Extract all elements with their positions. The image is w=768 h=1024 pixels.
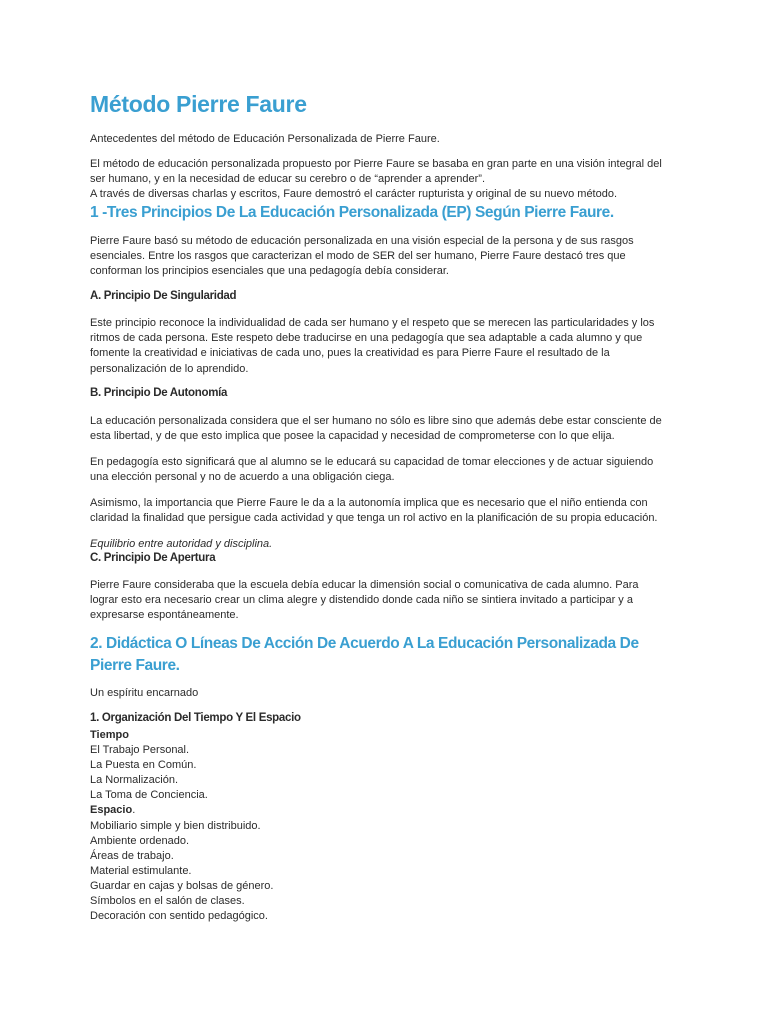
espacio-row (90, 803, 273, 818)
espacio-suffix: . (132, 804, 136, 817)
heading-line: 2. Didáctica O Líneas De Acción De Acuerdo A La Educación Personalizada De (90, 635, 639, 652)
principle-b-heading: B. Principio De Autonomía (90, 387, 228, 399)
text-line: En pedagogía esto significará que al alumno se le educará su capacidad de tomar elecciones y de actuar siguiendo (90, 456, 654, 468)
text-line: El método de educación personalizada propuesto por Pierre Faure se basaba en gran parte en una visión integral del (90, 158, 662, 170)
espacio-label: Espacio (90, 804, 133, 817)
text-line: ser humano, y en la necesidad de educar su cerebro o de “aprender a aprender”. (90, 173, 486, 186)
text-line: expresarse espontáneamente. (90, 609, 239, 622)
organization-heading: 1. Organización Del Tiempo Y El Espacio (90, 712, 301, 724)
text-line: A través de diversas charlas y escritos, Faure demostró el carácter rupturista y original de su nuevo método. (90, 188, 618, 201)
principle-a-paragraph (90, 316, 690, 377)
text-line: Asimismo, la importancia que Pierre Faure le da a la autonomía implica que es necesario que el niño entienda con (90, 497, 648, 509)
principle-b-paragraph-3 (90, 496, 690, 526)
italic-note: Equilibrio entre autoridad y disciplina. (90, 538, 273, 550)
principle-b-paragraph-1 (90, 414, 690, 444)
text-line: Pierre Faure basó su método de educación personalizada en una visión especial de la persona y de sus rasgos (90, 235, 634, 247)
principle-b-paragraph-2 (90, 455, 690, 485)
intro-lead: Antecedentes del método de Educación Personalizada de Pierre Faure. (90, 133, 440, 145)
text-line: La educación personalizada considera que el ser humano no sólo es libre sino que además debe estar consciente de (90, 415, 662, 427)
heading-line: Pierre Faure. (90, 657, 180, 674)
section-2-heading (90, 633, 639, 677)
text-line: Pierre Faure consideraba que la escuela debía educar la dimensión social o comunicativa de cada alumno. Para (90, 579, 639, 591)
principle-c-paragraph (90, 578, 690, 624)
list-item: Áreas de trabajo. (90, 849, 174, 862)
section-1-paragraph (90, 234, 690, 280)
principle-c-heading: C. Principio De Apertura (90, 552, 216, 564)
text-line: conforman los principios esenciales que una pedagogía debía considerar. (90, 265, 449, 278)
list-item: Guardar en cajas y bolsas de género. (90, 879, 274, 892)
principle-a-heading: A. Principio De Singularidad (90, 290, 237, 302)
text-line: Este principio reconoce la individualidad de cada ser humano y el respeto que se merecen las particularidades y los (90, 317, 655, 329)
list-item: Ambiente ordenado. (90, 834, 190, 847)
list-item: Material estimulante. (90, 864, 192, 877)
text-line: personalización de lo aprendido. (90, 362, 249, 375)
intro-paragraph (90, 157, 690, 203)
text-line: ritmos de cada persona. Este respeto debe traducirse en una pedagogía que sea adaptable a cada alumno y que (90, 332, 643, 345)
section-1-heading: 1 -Tres Principios De La Educación Personalizada (EP) Según Pierre Faure. (90, 204, 614, 221)
page-title: Método Pierre Faure (90, 91, 307, 117)
list-item: El Trabajo Personal. (90, 744, 190, 757)
text-line: fomente la creatividad e iniciativas de cada uno, pues la creatividad es para Pierre Faure el resultado de la (90, 347, 610, 360)
list-item: La Toma de Conciencia. (90, 789, 208, 802)
list-item: Decoración con sentido pedagógico. (90, 910, 268, 923)
text-line: esenciales. Entre los rasgos que caracterizan el modo de SER del ser humano, Pierre Faure destacó tres que (90, 250, 626, 263)
section-2-lead: Un espíritu encarnado (90, 687, 199, 699)
text-line: esta libertad, y de que esto implica que posee la capacidad y necesidad de comprometerse con lo que elija. (90, 430, 615, 443)
text-line: claridad la finalidad que persigue cada actividad y que tenga un rol activo en la planificación de su propia educación. (90, 512, 658, 525)
list-item: Símbolos en el salón de clases. (90, 895, 245, 908)
tiempo-label: Tiempo (90, 729, 129, 741)
list-item: Mobiliario simple y bien distribuido. (90, 819, 261, 832)
text-line: una elección personal y no de acuerdo a una obligación ciega. (90, 471, 395, 484)
list-item: La Puesta en Común. (90, 759, 197, 772)
organization-list (90, 728, 273, 924)
list-item: La Normalización. (90, 774, 179, 787)
text-line: lograr esto era necesario crear un clima alegre y distendido donde cada niño se sintiera invitado a participar y a (90, 594, 633, 607)
